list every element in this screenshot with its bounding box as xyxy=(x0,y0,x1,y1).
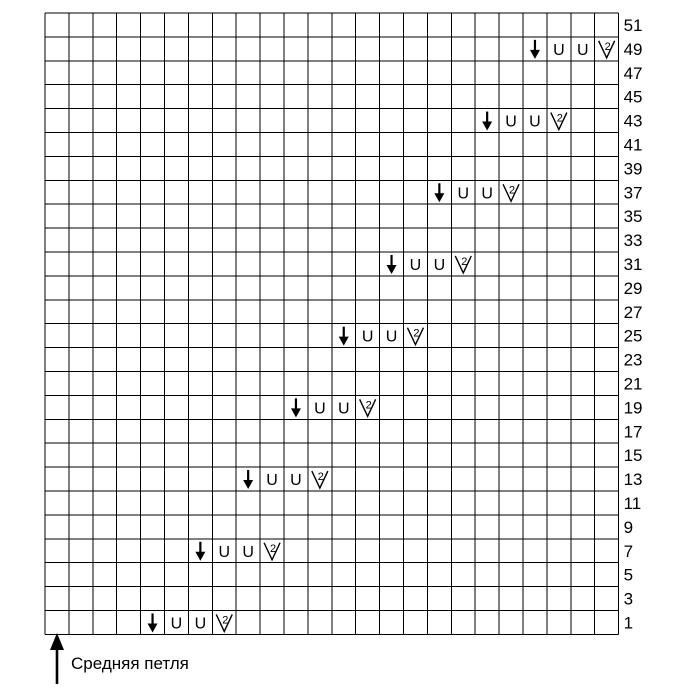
motif-row-37 xyxy=(434,183,519,202)
down-arrow-symbol xyxy=(291,398,301,417)
decrease-number: 2 xyxy=(317,471,324,484)
chart-grid xyxy=(45,13,619,634)
down-arrow-symbol xyxy=(530,40,540,59)
motif-row-7 xyxy=(195,542,280,561)
motif-row-1 xyxy=(148,613,233,632)
down-arrow-symbol xyxy=(148,613,158,632)
yarn-over-symbol: U xyxy=(266,472,278,490)
down-arrow-symbol xyxy=(195,542,205,561)
decrease-symbol xyxy=(312,471,328,488)
decrease-symbol xyxy=(599,41,615,58)
row-number: 3 xyxy=(623,589,634,609)
motif-row-31 xyxy=(387,255,472,274)
decrease-symbol xyxy=(407,328,423,345)
row-number: 41 xyxy=(623,135,643,155)
row-number: 11 xyxy=(623,493,642,513)
down-arrow-symbol xyxy=(482,112,492,131)
row-number: 21 xyxy=(623,374,643,394)
row-number: 17 xyxy=(623,422,643,442)
yarn-over-symbol: U xyxy=(385,328,398,346)
row-number: 7 xyxy=(623,541,634,561)
row-number: 49 xyxy=(623,39,643,59)
up-arrow-icon xyxy=(50,633,64,684)
decrease-symbol xyxy=(264,543,280,560)
yarn-over-symbol: U xyxy=(242,543,254,561)
row-number-labels xyxy=(624,16,643,633)
decrease-number: 2 xyxy=(269,542,277,555)
decrease-number: 2 xyxy=(461,255,468,268)
yarn-over-symbol: U xyxy=(361,328,374,346)
row-number: 39 xyxy=(623,159,643,179)
decrease-symbol xyxy=(455,256,471,273)
row-number: 1 xyxy=(623,613,634,633)
yarn-over-symbol: U xyxy=(337,400,350,418)
decrease-number: 2 xyxy=(222,614,229,627)
yarn-over-symbol: U xyxy=(170,615,183,633)
yarn-over-symbol: U xyxy=(529,113,541,131)
row-number: 27 xyxy=(623,302,643,322)
motif-row-25 xyxy=(339,327,424,346)
decrease-number: 2 xyxy=(508,184,516,197)
decrease-number: 2 xyxy=(413,327,420,340)
row-number: 9 xyxy=(623,517,634,537)
yarn-over-symbol: U xyxy=(218,543,231,561)
decrease-symbol xyxy=(503,184,519,201)
row-number: 13 xyxy=(623,470,643,490)
row-number: 51 xyxy=(623,15,643,35)
decrease-number: 2 xyxy=(604,40,611,53)
yarn-over-symbol: U xyxy=(576,41,589,59)
row-number: 45 xyxy=(623,87,643,107)
yarn-over-symbol: U xyxy=(409,256,422,274)
middle-stitch-label: Средняя петля xyxy=(71,654,189,673)
decrease-symbol xyxy=(360,399,376,416)
motif-row-19 xyxy=(291,398,376,417)
decrease-symbol xyxy=(551,113,567,130)
row-number: 35 xyxy=(623,207,643,227)
row-number: 31 xyxy=(623,254,643,274)
row-number: 15 xyxy=(623,446,643,466)
row-number: 43 xyxy=(623,111,643,131)
yarn-over-symbol: U xyxy=(505,113,517,131)
down-arrow-symbol xyxy=(434,183,444,202)
yarn-over-symbol: U xyxy=(553,41,565,59)
row-number: 37 xyxy=(623,183,643,203)
yarn-over-symbol: U xyxy=(457,185,470,203)
row-number: 33 xyxy=(623,231,643,251)
row-number: 25 xyxy=(623,326,643,346)
motif-row-49 xyxy=(530,40,615,59)
motif-row-13 xyxy=(243,470,328,489)
row-number: 29 xyxy=(623,278,643,298)
down-arrow-symbol xyxy=(339,327,349,346)
chart-symbols xyxy=(148,40,615,633)
down-arrow-symbol xyxy=(387,255,397,274)
decrease-number: 2 xyxy=(365,399,372,412)
row-number: 23 xyxy=(623,350,643,370)
yarn-over-symbol: U xyxy=(433,256,446,274)
yarn-over-symbol: U xyxy=(481,185,493,203)
row-number: 19 xyxy=(623,398,643,418)
yarn-over-symbol: U xyxy=(290,472,302,490)
yarn-over-symbol: U xyxy=(314,400,326,418)
decrease-number: 2 xyxy=(556,112,563,125)
motif-row-43 xyxy=(482,112,567,131)
row-number: 47 xyxy=(623,63,643,83)
yarn-over-symbol: U xyxy=(194,615,207,633)
decrease-symbol xyxy=(216,614,232,631)
row-number: 5 xyxy=(623,565,634,585)
down-arrow-symbol xyxy=(243,470,253,489)
